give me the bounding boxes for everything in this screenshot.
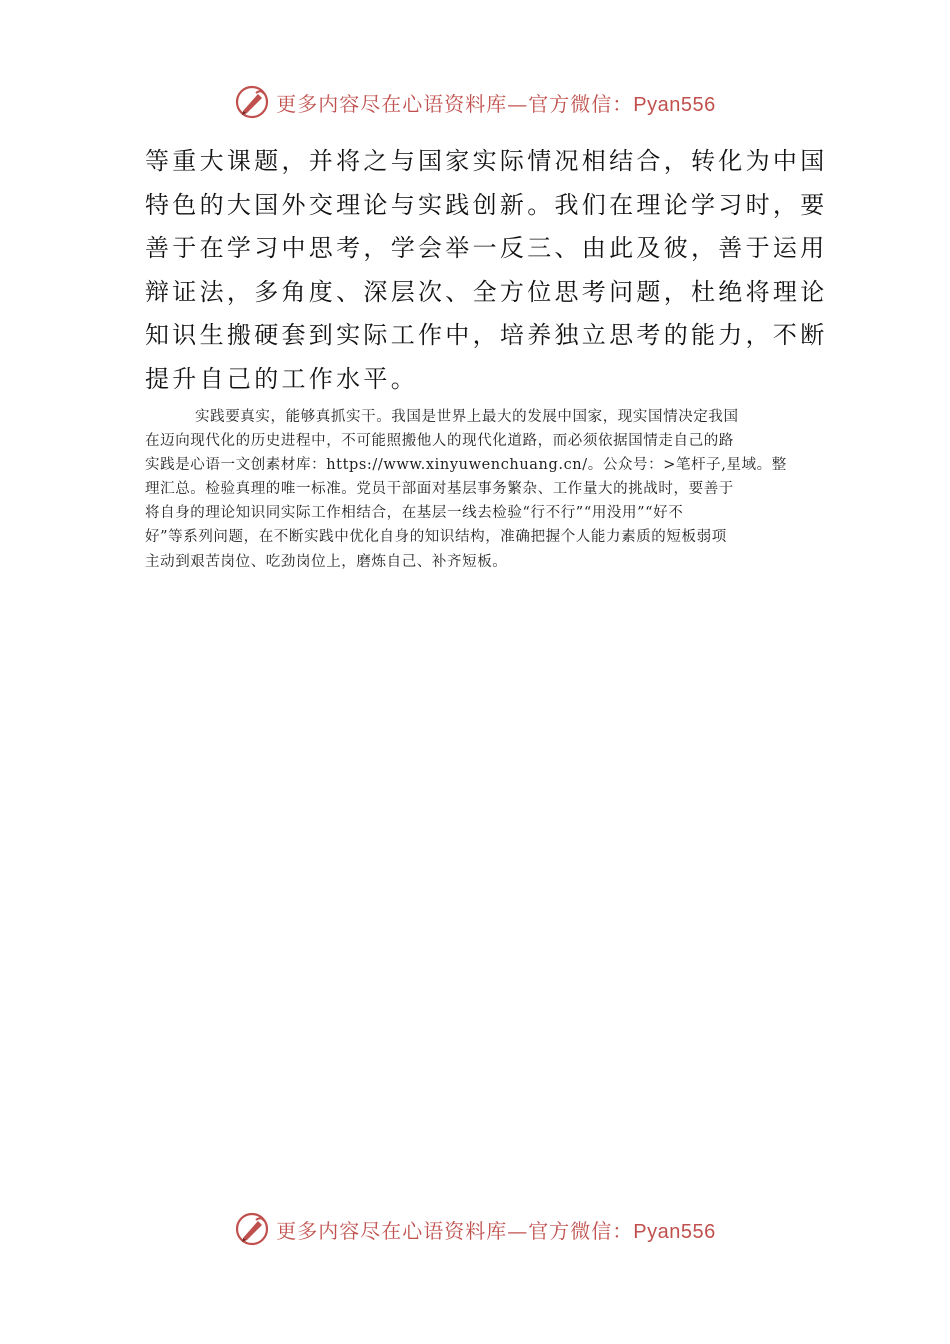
footer-banner-prefix: 更多内容尽在心语资料库—官方微信： <box>276 1218 634 1243</box>
small-line: 将自身的理论知识同实际工作相结合，在基层一线去检验“行不行”“用没用”“好不 <box>145 505 684 522</box>
footer-banner-text <box>276 1215 715 1244</box>
footer-banner <box>0 1211 950 1247</box>
pen-logo-icon <box>234 1211 270 1247</box>
small-line: 实践是心语一文创素材库：https://www.xinyuwenchuang.cn/。公众号：>笔杆子,星域。整 <box>145 457 787 474</box>
pen-logo-icon <box>234 84 270 120</box>
large-line: 辩证法，多角度、深层次、全方位思考问题，杜绝将理论 <box>145 277 828 306</box>
header-banner-text <box>276 88 715 117</box>
small-paragraph <box>145 405 810 574</box>
large-line: 提升自己的工作水平。 <box>145 364 418 393</box>
header-banner <box>0 84 950 120</box>
small-line: 好”等系列问题，在不断实践中优化自身的知识结构，准确把握个人能力素质的短板弱项 <box>145 529 727 546</box>
large-line: 特色的大国外交理论与实践创新。我们在理论学习时，要 <box>145 190 828 219</box>
footer-banner-handle: Pyan556 <box>633 1220 716 1243</box>
header-banner-handle: Pyan556 <box>633 93 716 116</box>
header-banner-prefix: 更多内容尽在心语资料库—官方微信： <box>276 91 634 116</box>
small-line: 在迈向现代化的历史进程中，不可能照搬他人的现代化道路，而必须依据国情走自己的路 <box>145 433 734 450</box>
large-line: 知识生搬硬套到实际工作中，培养独立思考的能力，不断 <box>145 321 828 349</box>
small-line: 主动到艰苦岗位、吃劲岗位上，磨炼自己、补齐短板。 <box>145 553 508 570</box>
small-line: 理汇总。检验真理的唯一标准。党员干部面对基层事务繁杂、工作量大的挑战时，要善于 <box>145 481 734 498</box>
large-paragraph <box>145 140 828 401</box>
large-line: 善于在学习中思考，学会举一反三、由此及彼，善于运用 <box>145 234 828 262</box>
small-line: 实践要真实，能够真抓实干。我国是世界上最大的发展中国家，现实国情决定我国 <box>195 409 739 425</box>
large-line: 等重大课题，并将之与国家实际情况相结合，转化为中国 <box>145 147 828 175</box>
